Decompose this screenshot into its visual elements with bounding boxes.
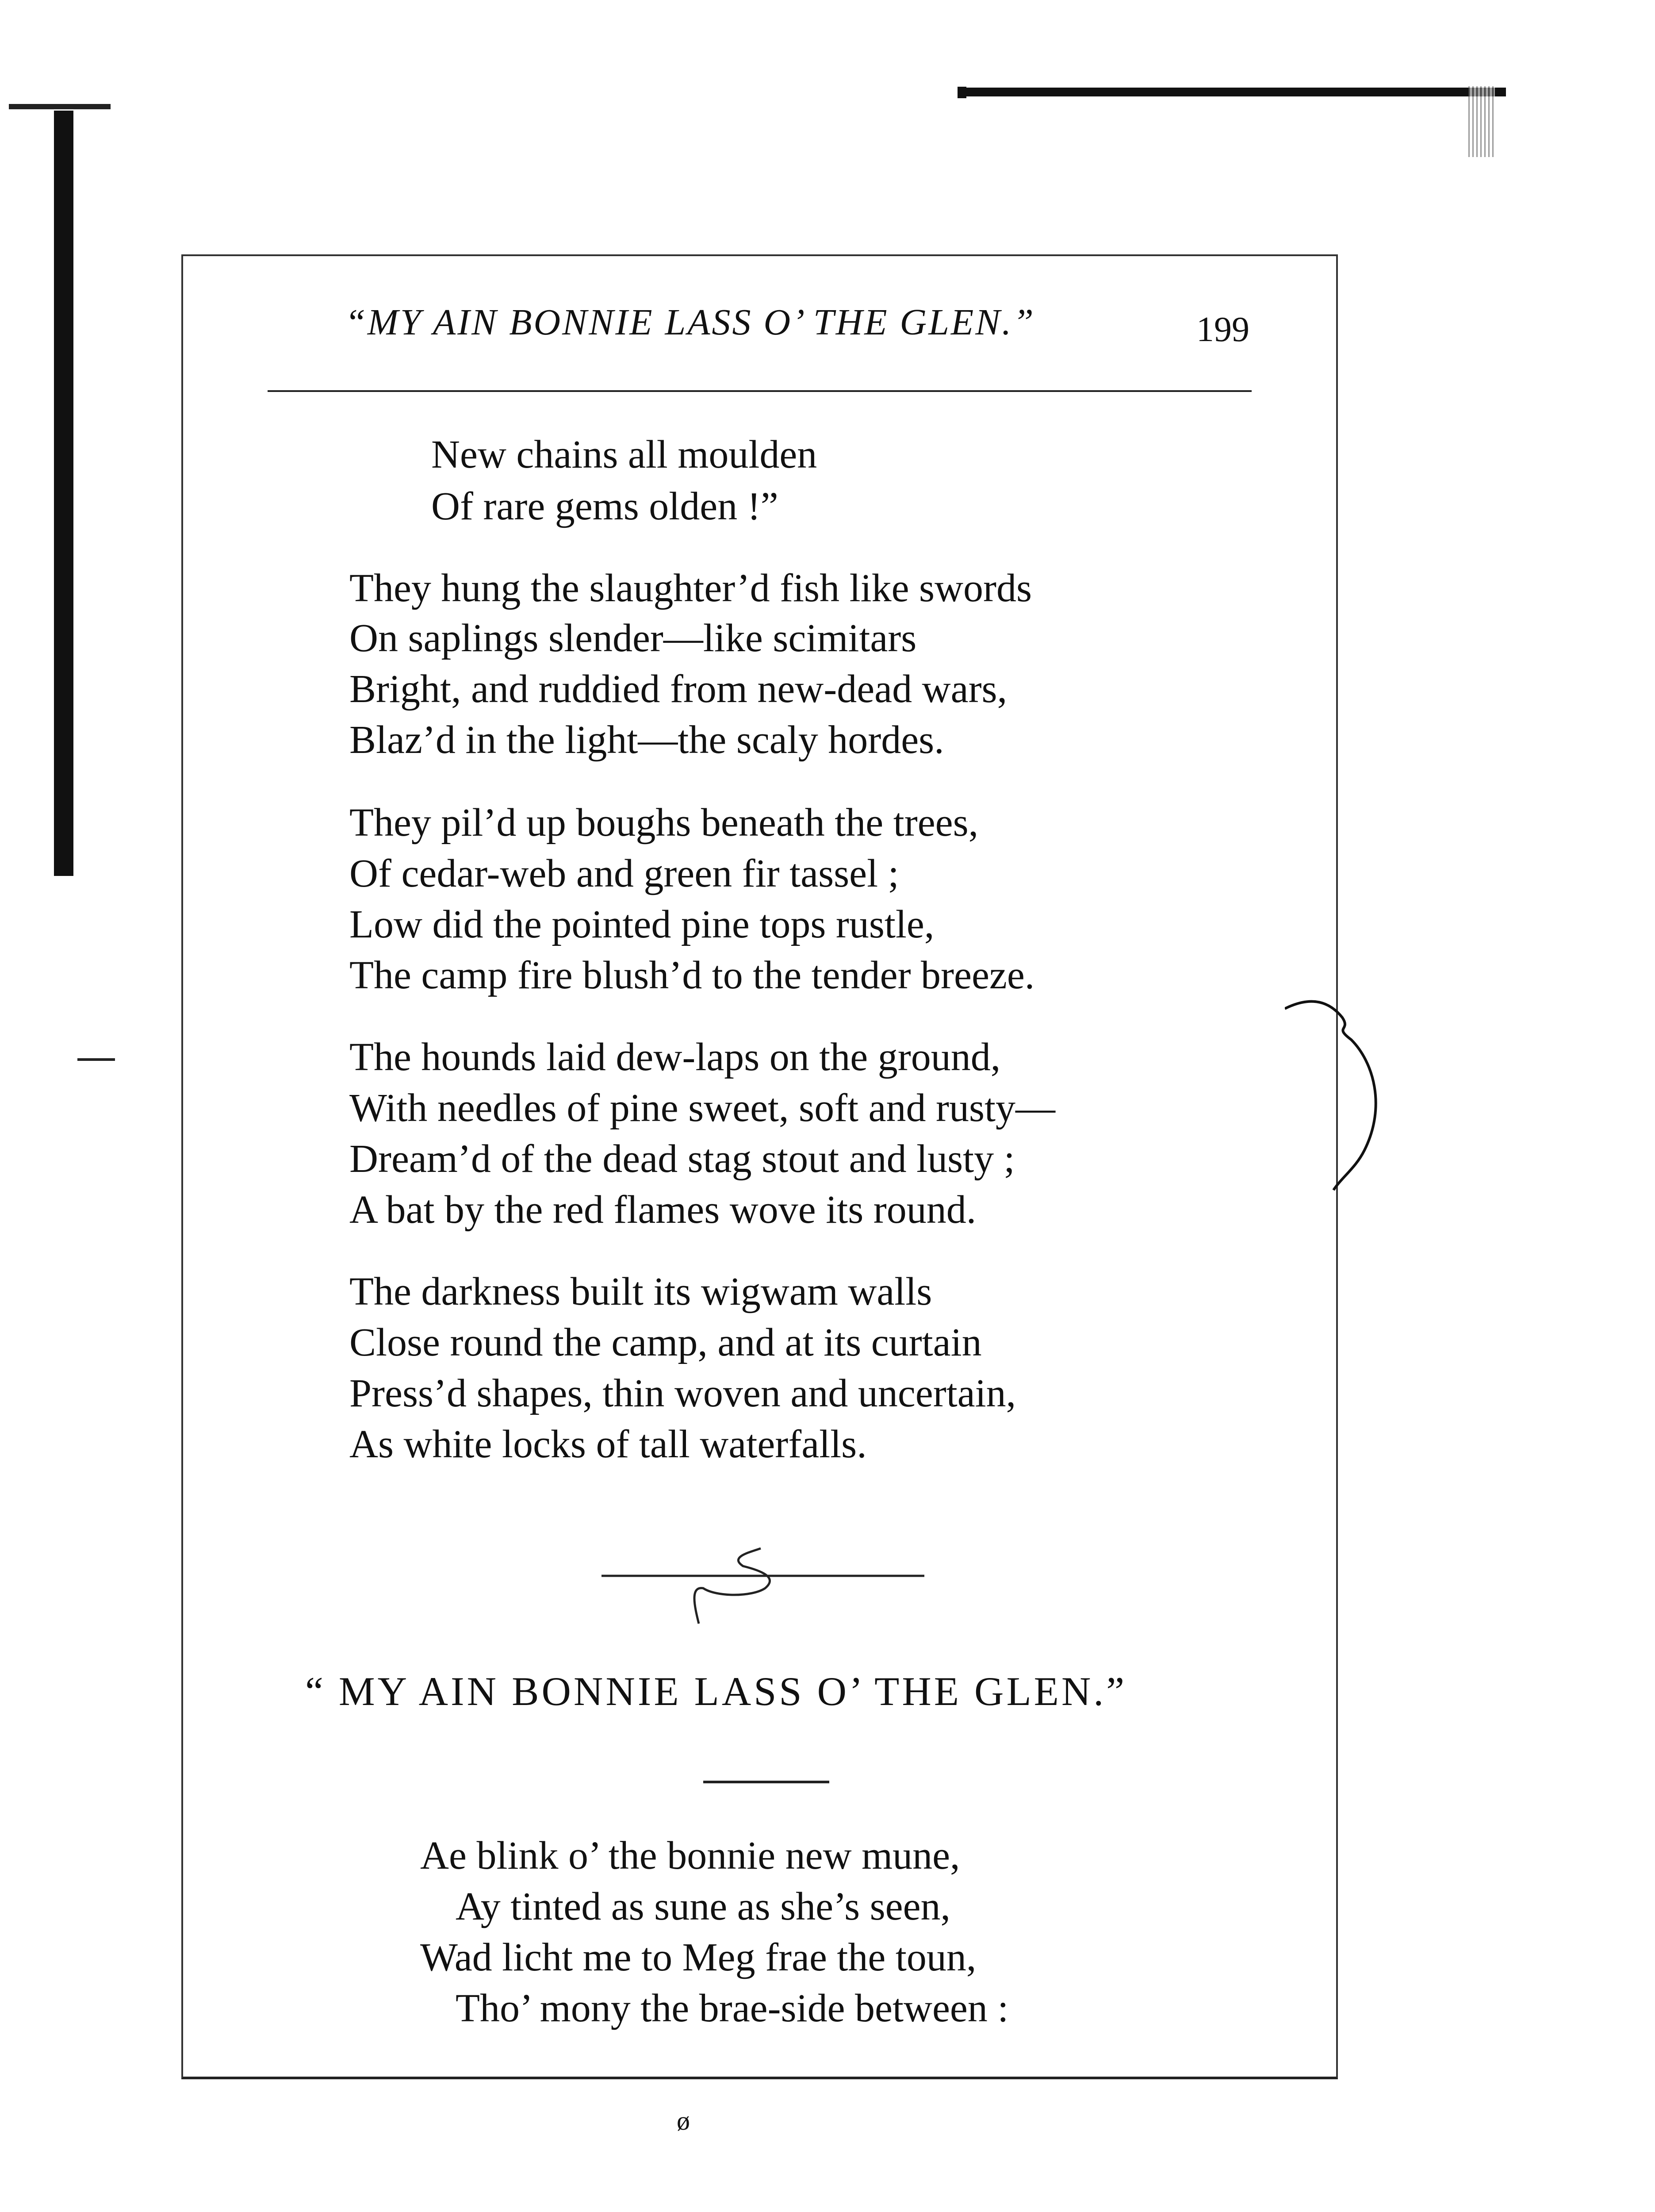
poem-line: Blaz’d in the light—the scaly hordes.: [349, 718, 944, 762]
poem-line: On saplings slender—like scimitars: [349, 616, 917, 660]
poem-line: The camp fire blush’d to the tender breeze.: [349, 953, 1035, 997]
poem-line: Ae blink o’ the bonnie new mune,: [420, 1834, 960, 1878]
poem-line: The hounds laid dew-laps on the ground,: [349, 1035, 1001, 1079]
poem-line: As white locks of tall waterfalls.: [349, 1422, 867, 1466]
poem-line: Ay tinted as sune as she’s seen,: [456, 1885, 951, 1928]
poem-line: Of cedar-web and green fir tassel ;: [349, 852, 899, 895]
poem-line: Tho’ mony the brae-side between :: [456, 1986, 1009, 2030]
poem-line: Dream’d of the dead stag stout and lusty ;: [349, 1137, 1015, 1181]
margin-dash: [77, 1058, 115, 1061]
poem-line: New chains all moulden: [431, 433, 817, 476]
poem-line: They hung the slaughter’d fish like swords: [349, 566, 1032, 610]
section-ornament: [601, 1535, 924, 1650]
poem-line: Bright, and ruddied from new-dead wars,: [349, 667, 1008, 711]
handwritten-bracket: [1285, 991, 1409, 1199]
poem-line: Of rare gems olden !”: [431, 484, 778, 528]
scan-edge-rule: [958, 88, 1506, 96]
poem-line: With needles of pine sweet, soft and rusty—: [349, 1086, 1056, 1130]
poem-line: A bat by the red flames wove its round.: [349, 1188, 977, 1232]
page-number: 199: [1196, 310, 1249, 349]
bottom-mark: ø: [677, 2106, 690, 2135]
binding-mark-cap: [9, 104, 111, 109]
binding-mark: [54, 111, 73, 876]
scan-edge-speckle: [1468, 86, 1495, 157]
running-head: “MY AIN BONNIE LASS O’ THE GLEN.”: [345, 302, 1035, 343]
poem-line: The darkness built its wigwam walls: [349, 1270, 932, 1313]
poem-line: Low did the pointed pine tops rustle,: [349, 902, 935, 946]
title-rule: [703, 1781, 829, 1783]
section-title: “ MY AIN BONNIE LASS O’ THE GLEN.”: [305, 1669, 1127, 1714]
poem-line: Close round the camp, and at its curtain: [349, 1321, 982, 1364]
poem-line: Press’d shapes, thin woven and uncertain,: [349, 1371, 1016, 1415]
header-rule: [268, 390, 1252, 392]
poem-line: They pil’d up boughs beneath the trees,: [349, 801, 979, 845]
poem-line: Wad licht me to Meg frae the toun,: [420, 1936, 977, 1979]
